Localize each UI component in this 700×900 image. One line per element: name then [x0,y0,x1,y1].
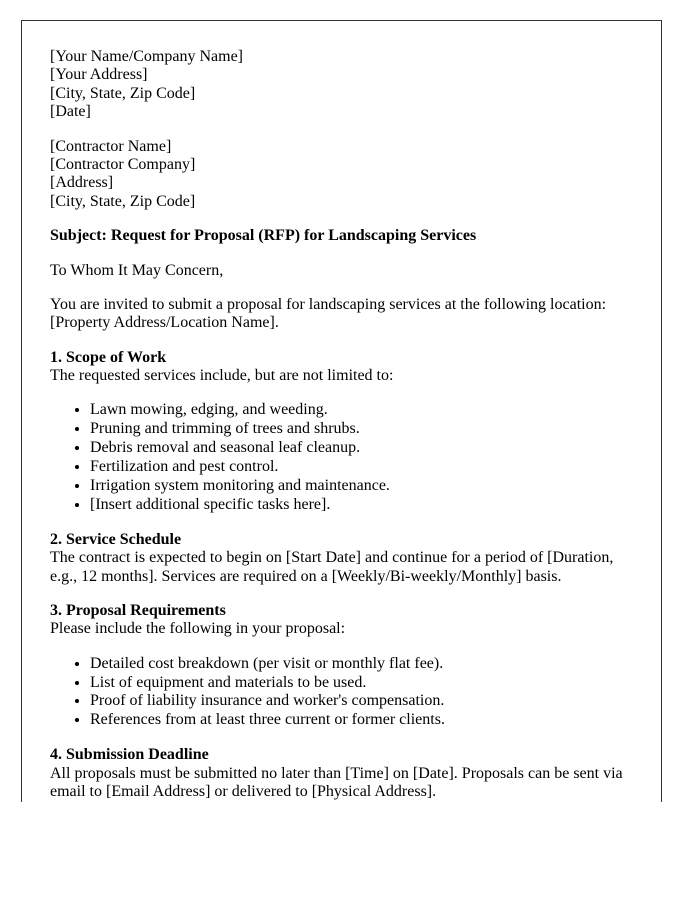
list-item: • Irrigation system monitoring and maintenance. [90,477,633,496]
scope-of-work-list [50,401,633,514]
section-heading-submission-deadline: 4. Submission Deadline [50,746,209,764]
list-item: • Proof of liability insurance and worker's compensation. [90,692,633,711]
section-heading-scope-of-work: 1. Scope of Work [50,348,167,366]
section-body-proposal-requirements: Please include the following in your proposal: [50,620,346,638]
list-item: • Debris removal and seasonal leaf cleanup. [90,439,633,458]
sender-city-state-zip: [City, State, Zip Code] [50,84,196,102]
section-submission-deadline [50,746,633,801]
proposal-requirements-list [50,655,633,731]
recipient-address-block [50,138,633,212]
list-item: • Fertilization and pest control. [90,458,633,477]
contractor-company: [Contractor Company] [50,155,196,173]
rfp-letter-page [21,20,662,802]
section-proposal-requirements [50,602,633,639]
list-item: • List of equipment and materials to be used. [90,674,633,693]
section-body-submission-deadline: All proposals must be submitted no later than [Time] on [Date]. Proposals can be sent via email to [Email Address] or delivered to [Physical Address]. [50,764,623,800]
contractor-name: [Contractor Name] [50,137,172,155]
sender-address: [Your Address] [50,66,148,84]
section-service-schedule [50,531,633,586]
subject-line: Subject: Request for Proposal (RFP) for Landscaping Services [50,227,477,245]
list-item: • Pruning and trimming of trees and shrubs. [90,420,633,439]
section-body-service-schedule: The contract is expected to begin on [Start Date] and continue for a period of [Duration, e.g., 12 months]. Services are required on a [Weekly/Bi-weekly/Monthly] basis. [50,549,614,585]
section-scope-of-work [50,349,633,386]
list-item: • References from at least three current or former clients. [90,711,633,730]
contractor-city-state-zip: [City, State, Zip Code] [50,192,196,210]
salutation: To Whom It May Concern, [50,261,224,279]
letter-date: [Date] [50,103,91,121]
contractor-address: [Address] [50,174,114,192]
list-item: • Detailed cost breakdown (per visit or monthly flat fee). [90,655,633,674]
section-heading-proposal-requirements: 3. Proposal Requirements [50,601,226,619]
section-body-scope-of-work: The requested services include, but are not limited to: [50,367,394,385]
sender-address-block [50,48,633,122]
intro-paragraph: You are invited to submit a proposal for landscaping services at the following location: [Property Address/Location Name]. [50,295,607,332]
sender-name: [Your Name/Company Name] [50,48,244,65]
list-item: • Lawn mowing, edging, and weeding. [90,401,633,420]
section-heading-service-schedule: 2. Service Schedule [50,530,182,548]
list-item: • [Insert additional specific tasks here]. [90,496,633,515]
